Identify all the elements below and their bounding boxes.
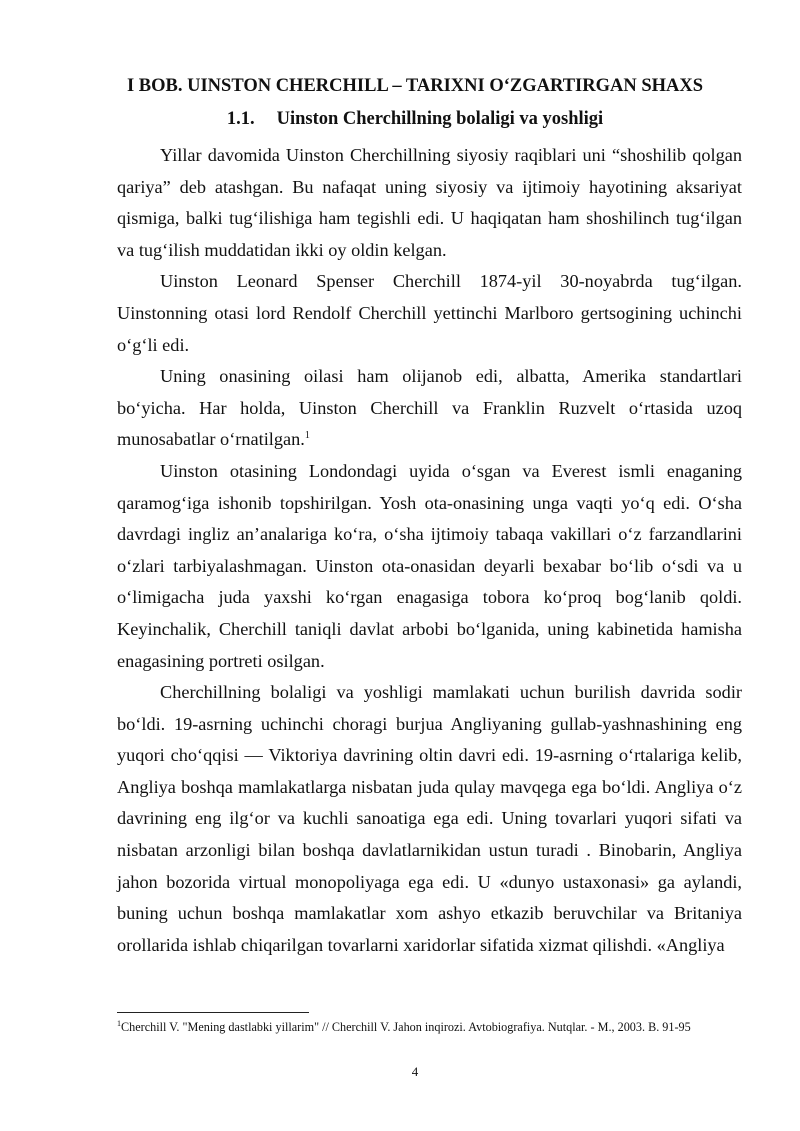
section-title: Uinston Cherchillning bolaligi va yoshligi <box>276 109 604 129</box>
paragraph: Uinston otasining Londondagi uyida o‘sgan va Everest ismli enaganing qaramog‘iga ishonib topshirilgan. Yosh ota-onasining unga vaqti yo‘q edi. O‘sha davrdagi ingliz an’analariga ko‘ra, o‘sha ijtimoiy tabaqa vakillari o‘z farzandlarini o‘zlari tarbiyalashmagan. Uinston ota-onasidan deyarli bexabar bo‘lib o‘sdi va u o‘limigacha juda yaxshi ko‘rgan enagasiga tobora ko‘proq bog‘lanib qoldi. Keyinchalik, Cherchill taniqli davlat arbobi bo‘lganida, uning kabinetida hamisha enagasining portreti osilgan. <box>117 460 742 671</box>
paragraph <box>117 361 742 456</box>
section-number: 1.1. <box>226 109 255 129</box>
footnote-divider <box>117 1012 309 1013</box>
chapter-title: I BOB. UINSTON CHERCHILL – TARIXNI O‘ZGARTIRGAN SHAXS <box>126 76 704 96</box>
body-text <box>117 140 742 961</box>
paragraph: Cherchillning bolaligi va yoshligi mamlakati uchun burilish davrida sodir bo‘ldi. 19-asrning uchinchi choragi burjua Angliyaning gullab-yashnashining eng yuqori cho‘qqisi — Viktoriya davrining oltin davri edi. 19-asrning o‘rtalariga kelib, Angliya boshqa mamlakatlarga nisbatan juda qulay mavqega ega bo‘ldi. Angliya o‘z davrining eng ilg‘or va kuchli sanoatiga ega edi. Uning tovarlari yuqori sifati va nisbatan arzonligi bilan boshqa davlatlarnikidan ustun turadi . Binobarin, Angliya jahon bozorida virtual monopoliyaga ega edi. U «dunyo ustaxonasi» ga aylandi, buning uchun boshqa mamlakatlar xom ashyo etkazib beruvchilar va Britaniya orollarida ishlab chiqarilgan tovarlarni xaridorlar sifatida xizmat qilishdi. «Angliya <box>117 682 742 955</box>
paragraph: Uinston Leonard Spenser Cherchill 1874-yil 30-noyabrda tug‘ilgan. Uinstonning otasi lord Rendolf Cherchill yettinchi Marlboro gertsogining uchinchi o‘g‘li edi. <box>117 271 742 355</box>
section-heading <box>0 107 800 131</box>
paragraph-text: Uning onasining oilasi ham olijanob edi, albatta, Amerika standartlari bo‘yicha. Har holda, Uinston Cherchill va Franklin Ruzvelt o‘rtasida uzoq munosabatlar o‘rnatilgan. <box>117 366 742 450</box>
paragraph: Yillar davomida Uinston Cherchillning siyosiy raqiblari uni “shoshilib qolgan qariya” deb atashgan. Bu nafaqat uning siyosiy va ijtimoiy hayotining aksariyat qismiga, balki tug‘ilishiga ham tegishli edi. U haqiqatan ham shoshilinch tug‘ilgan va tug‘ilish muddatidan ikki oy oldin kelgan. <box>117 145 742 260</box>
footnote-reference[interactable]: 1 <box>304 430 310 442</box>
footnote-text: Cherchill V. "Mening dastlabki yillarim" // Cherchill V. Jahon inqirozi. Avtobiografiya. Nutqlar. - M., 2003. B. 91-95 <box>121 1020 691 1034</box>
footnote <box>117 1018 745 1037</box>
footnote-marker: 1 <box>117 1018 121 1028</box>
page-number: 4 <box>411 1064 419 1079</box>
